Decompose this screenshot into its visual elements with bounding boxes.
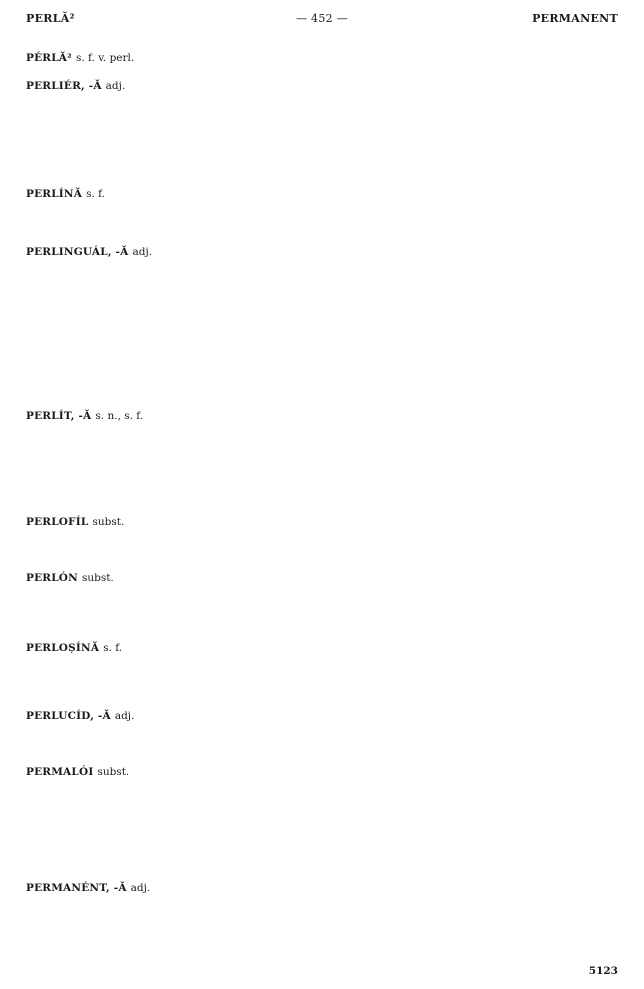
grammar-label: s. f. (86, 188, 105, 200)
headword: PERMALÓI (26, 766, 94, 778)
entry-perlit (26, 410, 311, 423)
headword: PERLUCÍD, -Ă (26, 710, 111, 722)
headword: PERLÓN (26, 572, 78, 584)
entry-perlucid (26, 710, 311, 723)
entry-perlina (26, 188, 311, 201)
headword: PERLÍNĂ (26, 188, 83, 200)
entry-perlofil (26, 516, 311, 529)
grammar-label: adj. (132, 246, 153, 258)
grammar-label: subst. (81, 572, 114, 584)
grammar-label: s. f. (103, 642, 123, 654)
entry-perlon (26, 572, 311, 585)
page-number: — 452 — (295, 12, 349, 25)
folio-number: 5123 (588, 965, 618, 977)
entry-perlier (26, 80, 311, 93)
headword: PERLINGUÁL, -Ă (26, 246, 129, 258)
grammar-label: s. n., s. f. (95, 410, 144, 422)
entry-permanent (26, 882, 311, 895)
headword: PERLOFÍL (26, 516, 89, 528)
right-column (331, 34, 616, 959)
headword: PERLIÉR, -Ă (26, 80, 102, 92)
running-head (26, 12, 618, 28)
grammar-label: s. f. v. perl. (75, 52, 135, 64)
grammar-label: subst. (92, 516, 125, 528)
entry-perla (26, 52, 311, 65)
entry-permaloi (26, 766, 311, 779)
headword: PÉRLĂ² (26, 52, 72, 64)
grammar-label: subst. (97, 766, 130, 778)
entry-perlosina (26, 642, 311, 655)
headword: PERLOȘÍNĂ (26, 642, 100, 654)
running-head-left: PERLĂ² (26, 12, 75, 25)
headword: PERMANÉNT, -Ă (26, 882, 127, 894)
headword: PERLÍT, -Ă (26, 410, 92, 422)
running-head-right: PERMANENT (532, 12, 618, 25)
left-column (26, 34, 311, 959)
entry-perlingual (26, 246, 311, 259)
grammar-label: adj. (130, 882, 151, 894)
grammar-label: adj. (105, 80, 126, 92)
grammar-label: adj. (114, 710, 135, 722)
